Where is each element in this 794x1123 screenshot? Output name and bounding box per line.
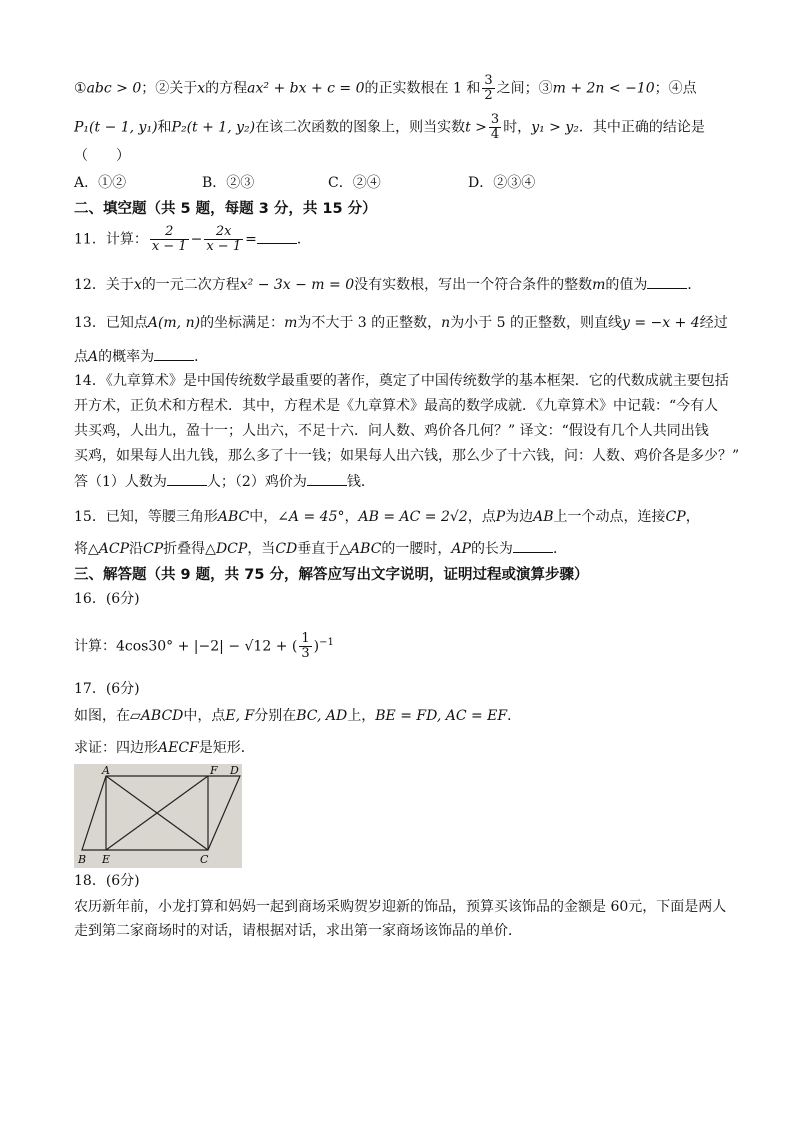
q18-line-2: 走到第二家商场时的对话，请根据对话，求出第一家商场该饰品的单价．	[74, 923, 522, 939]
q11	[74, 225, 311, 254]
frac-num: 3	[490, 112, 500, 127]
q16-paren: )	[313, 638, 320, 655]
q15-text: 中，	[249, 509, 278, 525]
q17-text: 求证：四边形	[74, 740, 158, 756]
label-c: C	[200, 853, 209, 866]
q13-text: 经过	[699, 315, 728, 331]
label-f: F	[210, 764, 218, 777]
q17-text: 是矩形．	[198, 740, 255, 756]
choice-d[interactable]: D．②③④	[468, 175, 536, 191]
q17-text: 分别在	[254, 708, 297, 724]
q13-text: 为不大于 3 的正整数，	[297, 315, 442, 331]
q16-frac	[299, 632, 311, 661]
q14-line-5	[74, 471, 375, 492]
q13-text: 13．已知点	[74, 315, 148, 331]
q15-text: 15．已知，等腰三角形	[74, 509, 218, 525]
q12-var: m	[592, 277, 606, 293]
q10-line-2	[74, 113, 705, 142]
fraction-3-4	[489, 113, 501, 142]
choice-b[interactable]: B．②③	[202, 175, 255, 191]
q15-var: CD	[275, 541, 298, 557]
q17-line-2	[74, 738, 255, 758]
q12-var: x	[133, 277, 142, 293]
q15-line-1	[74, 507, 700, 527]
q15-text: 沿	[129, 541, 144, 557]
frac-den: 2	[484, 88, 493, 103]
section-solve-title: 三、解答题（共 9 题，共 75 分，解答应写出文字说明，证明过程或演算步骤）	[74, 567, 589, 583]
minus-sign: −	[190, 231, 203, 248]
q13-line-eq: y = −x + 4	[622, 315, 700, 331]
label-e: E	[102, 853, 111, 866]
q15-text: 折叠得△	[163, 541, 216, 557]
q14-line-4: 买鸡，如果每人出九钱，那么多了十一钱；如果每人出六钱，那么少了十六钱，问：人数、鸡价各是多少？”	[74, 448, 740, 464]
q13-var: n	[441, 315, 451, 331]
q12-text: 的一元二次方程	[141, 277, 240, 293]
q11-end: ．	[296, 231, 311, 248]
q15-var: CP	[665, 509, 686, 525]
q14-line-1: 14．《九章算术》是中国传统数学最重要的著作，奠定了中国传统数学的基本框架．它的代数成就主要包括	[74, 373, 729, 389]
q17-var: E, F	[225, 708, 255, 724]
parallelogram-diagram	[74, 764, 242, 868]
q16-expression	[74, 632, 334, 661]
frac-den: x − 1	[151, 239, 187, 254]
q11-frac-2	[204, 225, 243, 254]
q16-exponent: −1	[319, 636, 334, 648]
q13-text: 的坐标满足：	[200, 315, 285, 331]
q10-text: 和	[157, 119, 172, 136]
q10-cond-y: y₁ > y₂	[531, 119, 579, 136]
section-fill-in-title: 二、填空题（共 5 题，每题 3 分，共 15 分）	[74, 201, 377, 217]
q10-cond-t: t >	[465, 119, 487, 136]
q14-answer-blank-1[interactable]	[167, 471, 207, 486]
q15-text: ，	[344, 509, 359, 525]
q14-line-2: 开方术，正负术和方程术．其中，方程术是《九章算术》最高的数学成就．《九章算术》中记载：“今有人	[74, 398, 719, 414]
frac-den: 3	[301, 646, 310, 661]
q17-text: 如图，在▱	[74, 708, 141, 724]
q12-equation: x² − 3x − m = 0	[239, 277, 355, 293]
q10-line-1	[74, 74, 697, 103]
q13-text: 的概率为	[98, 349, 155, 365]
q18-heading: 18．(6分)	[74, 873, 140, 889]
q13-var: A	[88, 349, 99, 365]
q15-var: CP	[143, 541, 164, 557]
q15-text: ，	[685, 509, 700, 525]
q10-text: ．其中正确的结论是	[578, 119, 705, 136]
q15-text: 将△	[74, 541, 99, 557]
q12-text: 12．关于	[74, 277, 134, 293]
frac-num: 2x	[204, 225, 243, 240]
q10-cond-1: abc > 0	[86, 80, 142, 97]
q12-answer-blank[interactable]	[647, 274, 687, 289]
q13-point: A(m, n)	[147, 315, 201, 331]
frac-num: 1	[301, 631, 310, 646]
q10-text: ；④点	[654, 80, 697, 97]
q11-answer-blank[interactable]	[257, 229, 297, 244]
label-d: D	[230, 764, 239, 777]
q15-text: 为边	[505, 509, 534, 525]
frac-num: 3	[484, 73, 493, 88]
q10-var-x: x	[197, 80, 206, 97]
q10-cond-3: m + 2n < −10	[552, 80, 655, 97]
q17-var: ABCD	[140, 708, 184, 724]
q17-text: 中，点	[183, 708, 226, 724]
q15-text: ，点	[467, 509, 496, 525]
q15-line-2	[74, 538, 567, 559]
q15-text: ，当	[247, 541, 276, 557]
q13-text: 点	[74, 349, 88, 365]
q15-var: ACP	[98, 541, 130, 557]
q12-end: ．	[687, 277, 702, 293]
q17-condition: BE = FD, AC = EF	[375, 708, 508, 724]
q10-answer-paren: （ ）	[74, 148, 130, 164]
q15-var: AB	[533, 509, 554, 525]
q15-lengths: AB = AC = 2√2	[358, 509, 468, 525]
q10-text: ；②关于	[141, 80, 198, 97]
fraction-3-2	[482, 74, 494, 103]
frac-den: 4	[490, 127, 500, 142]
q11-label: 11．计算：	[74, 231, 148, 248]
q15-var: AP	[451, 541, 471, 557]
q13-answer-blank[interactable]	[154, 346, 194, 361]
q16-expr-text: 计算：4cos30° + |−2| − √12 + (	[74, 638, 298, 655]
q12-text: 的值为	[605, 277, 648, 293]
q15-angle: ∠A = 45°	[277, 509, 345, 525]
q14-text: 答（1）人数为	[74, 474, 167, 490]
q14-answer-blank-2[interactable]	[307, 471, 347, 486]
q14-text: 钱．	[346, 474, 375, 490]
parallelogram-figure	[74, 764, 242, 868]
q17-text: ．	[507, 708, 522, 724]
q13-end: ．	[194, 349, 209, 365]
q17-text: 上，	[347, 708, 376, 724]
q10-equation: ax² + bx + c = 0	[247, 80, 365, 97]
q15-end: ．	[552, 541, 567, 557]
q17-var: BC, AD	[296, 708, 348, 724]
q10-text: 在该二次函数的图象上，则当实数	[255, 119, 466, 136]
q15-var: ABC	[217, 509, 250, 525]
choice-c[interactable]: C．②④	[328, 175, 381, 191]
q16-heading: 16．(6分)	[74, 591, 140, 607]
q10-point-p1: P₁(t − 1, y₁)	[74, 119, 158, 136]
label-b: B	[78, 853, 87, 866]
q13-var: m	[284, 315, 298, 331]
equals-sign: =	[245, 231, 257, 248]
q15-text: 的一腰时，	[381, 541, 452, 557]
q17-var: AECF	[158, 740, 199, 756]
q14-line-3: 共买鸡，人出九，盈十一；人出六，不足十六．问人数、鸡价各几何？” 译文：“假设有几个人共同出钱	[74, 423, 709, 439]
label-a: A	[102, 764, 110, 777]
q15-text: 垂直于△	[297, 541, 351, 557]
q13-line-2	[74, 346, 208, 367]
q17-heading: 17．(6分)	[74, 681, 140, 697]
q10-text: 的正实数根在 1 和	[364, 80, 481, 97]
q15-var: DCP	[215, 541, 248, 557]
q15-text: 上一个动点，连接	[553, 509, 666, 525]
q15-text: 的长为	[470, 541, 513, 557]
choice-a[interactable]: A．①②	[74, 175, 127, 191]
q10-mark-1: ①	[74, 80, 87, 97]
q10-text: 的方程	[205, 80, 248, 97]
q12	[74, 274, 701, 295]
q18-line-1: 农历新年前，小龙打算和妈妈一起到商场采购贺岁迎新的饰品，预算买该饰品的金额是 60元，下面是两人	[74, 899, 727, 915]
frac-den: x − 1	[206, 239, 242, 254]
q12-text: 没有实数根，写出一个符合条件的整数	[354, 277, 593, 293]
q15-var: ABC	[350, 541, 382, 557]
q13-line-1	[74, 313, 728, 333]
q15-var: P	[495, 509, 506, 525]
q10-text: 时，	[503, 119, 532, 136]
q17-line-1	[74, 706, 521, 726]
frac-num: 2	[150, 225, 189, 240]
q13-text: 为小于 5 的正整数，则直线	[450, 315, 622, 331]
q11-frac-1	[150, 225, 189, 254]
q10-point-p2: P₂(t + 1, y₂)	[171, 119, 256, 136]
q14-text: 人；（2）鸡价为	[206, 474, 307, 490]
q15-answer-blank[interactable]	[513, 538, 553, 553]
q10-text: 之间；③	[496, 80, 553, 97]
